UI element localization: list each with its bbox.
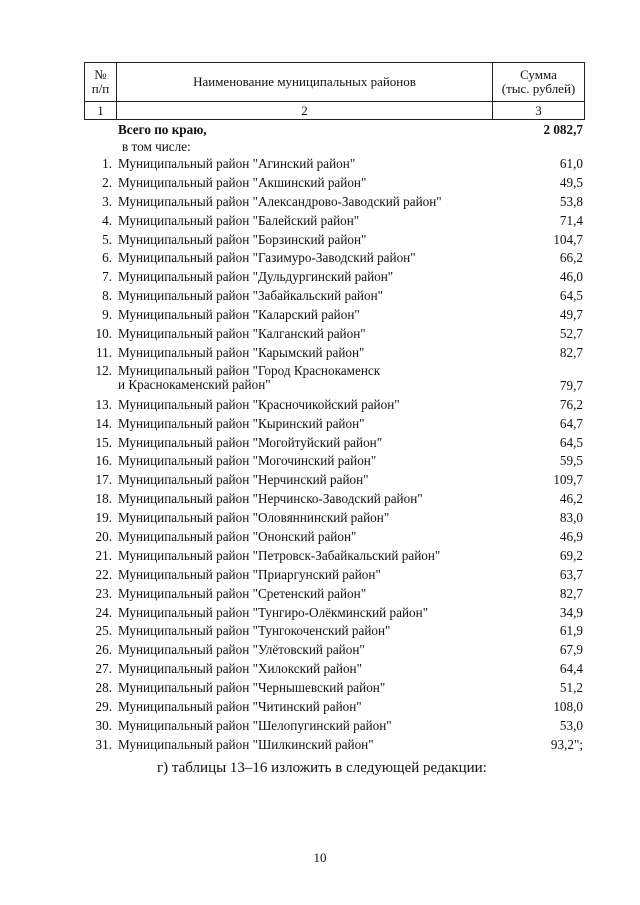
row-sum-value: 51,2	[559, 680, 583, 696]
row-number: 29.	[95, 699, 112, 715]
row-district-name: Муниципальный район "Акшинский район"	[118, 174, 367, 190]
table-row	[0, 585, 640, 604]
row-number: 10.	[95, 326, 112, 342]
row-number: 11.	[96, 344, 112, 360]
row-district-name: Муниципальный район "Сретенский район"	[118, 585, 367, 601]
row-sum-value: 82,7	[559, 585, 583, 601]
row-district-name: Муниципальный район "Газимуро-Заводский район"	[118, 250, 416, 266]
amendment-text: г) таблицы 13–16 изложить в следующей редакции:	[157, 760, 487, 776]
row-district-name: Муниципальный район "Тунгокоченский район"	[118, 623, 391, 639]
row-sum-value: 64,7	[559, 415, 583, 431]
table-row	[0, 660, 640, 679]
row-number: 6.	[102, 250, 112, 266]
row-district-name: Муниципальный район "Александрово-Заводский район"	[118, 193, 442, 209]
including-label: в том числе:	[122, 139, 191, 154]
table-row	[0, 509, 640, 528]
table-row	[0, 396, 640, 415]
row-sum-value: 69,2	[559, 547, 583, 563]
row-sum-value: 59,5	[559, 453, 583, 469]
row-number: 23.	[95, 585, 112, 601]
row-district-name: Муниципальный район "Агинский район"	[118, 156, 356, 171]
table-row	[0, 174, 640, 193]
table-row	[0, 528, 640, 547]
row-sum-value: 71,4	[559, 212, 583, 228]
row-sum-value: 34,9	[559, 604, 583, 620]
row-district-name: Муниципальный район "Борзинский район"	[118, 231, 367, 247]
table-row	[0, 679, 640, 698]
row-sum-value: 67,9	[559, 642, 583, 658]
row-number: 21.	[95, 547, 112, 563]
table-row	[0, 471, 640, 490]
row-district-name: Муниципальный район "Нерчинско-Заводский район"	[118, 491, 423, 507]
table-row	[0, 344, 640, 363]
row-sum-value: 53,8	[559, 193, 583, 209]
table-row	[0, 363, 640, 396]
total-label: Всего по краю,	[118, 122, 207, 137]
table-body	[0, 121, 640, 755]
row-number: 26.	[95, 642, 112, 658]
row-district-name: Муниципальный район "Ононский район"	[118, 529, 357, 545]
table-row	[0, 193, 640, 212]
table-header	[84, 62, 585, 120]
row-number: 20.	[95, 529, 112, 545]
row-number: 15.	[95, 434, 112, 450]
row-number: 28.	[95, 680, 112, 696]
row-district-name: Муниципальный район "Шелопугинский район"	[118, 717, 392, 733]
table-row	[0, 566, 640, 585]
row-number: 25.	[95, 623, 112, 639]
row-district-name: Муниципальный район "Могойтуйский район"	[118, 434, 383, 450]
row-number: 2.	[102, 174, 112, 190]
row-district-name: Муниципальный район "Карымский район"	[118, 344, 365, 360]
row-number: 22.	[95, 566, 112, 582]
row-sum-value: 64,5	[559, 288, 583, 304]
row-district-name: Муниципальный район "Хилокский район"	[118, 661, 362, 677]
row-number: 8.	[102, 288, 112, 304]
row-number: 18.	[95, 491, 112, 507]
table-row	[0, 325, 640, 344]
row-sum-value: 82,7	[559, 344, 583, 360]
row-district-name: Муниципальный район "Город Краснокаменск и Краснокаменский район"	[118, 362, 381, 393]
row-district-name: Муниципальный район "Красночикойский район"	[118, 396, 400, 412]
row-sum-value: 76,2	[559, 396, 583, 412]
row-sum-value: 108,0	[553, 699, 583, 715]
row-number: 3.	[102, 193, 112, 209]
index-cell-3: 3	[535, 102, 542, 118]
table-header-row	[85, 63, 584, 102]
row-district-name: Муниципальный район "Тунгиро-Олёкминский район"	[118, 604, 429, 620]
row-number: 19.	[95, 510, 112, 526]
row-sum-value: 63,7	[559, 566, 583, 582]
index-cell-2: 2	[117, 102, 493, 119]
table-row	[0, 547, 640, 566]
row-sum-value: 46,0	[559, 269, 583, 285]
table-row	[0, 490, 640, 509]
table-row	[0, 452, 640, 471]
table-row	[0, 287, 640, 306]
row-sum-value: 93,2";	[550, 736, 583, 752]
row-district-name: Муниципальный район "Могочинский район"	[118, 453, 377, 469]
table-row	[0, 268, 640, 287]
table-row	[0, 306, 640, 325]
table-row	[0, 604, 640, 623]
row-sum-value: 61,0	[559, 156, 583, 171]
header-sum-cell: Сумма (тыс. рублей)	[501, 67, 576, 96]
page-number: 10	[313, 850, 327, 865]
row-sum-value: 79,7	[559, 377, 583, 393]
row-sum-value: 109,7	[553, 472, 583, 488]
row-district-name: Муниципальный район "Приаргунский район"	[118, 566, 381, 582]
row-sum-value: 104,7	[553, 231, 583, 247]
row-number: 12.	[95, 362, 112, 378]
row-district-name: Муниципальный район "Улётовский район"	[118, 642, 365, 658]
table-row	[0, 736, 640, 755]
row-sum-value: 52,7	[559, 326, 583, 342]
row-district-name: Муниципальный район "Читинский район"	[118, 699, 362, 715]
row-number: 1.	[102, 156, 112, 171]
row-sum-value: 46,9	[559, 529, 583, 545]
row-number: 31.	[95, 736, 112, 752]
row-number: 4.	[102, 212, 112, 228]
header-name-cell: Наименование муниципальных районов	[117, 63, 493, 101]
total-value: 2 082,7	[543, 122, 583, 137]
row-number: 24.	[95, 604, 112, 620]
row-number: 9.	[102, 307, 112, 323]
row-district-name: Муниципальный район "Шилкинский район"	[118, 736, 374, 752]
row-number: 30.	[95, 717, 112, 733]
header-number-cell: № п/п	[85, 63, 117, 101]
row-sum-value: 83,0	[559, 510, 583, 526]
table-index-row	[85, 102, 584, 119]
row-sum-value: 66,2	[559, 250, 583, 266]
including-row	[0, 138, 640, 155]
row-district-name: Муниципальный район "Чернышевский район"	[118, 680, 386, 696]
row-sum-value: 61,9	[559, 623, 583, 639]
row-district-name: Муниципальный район "Оловяннинский район"	[118, 510, 390, 526]
table-row	[0, 155, 640, 174]
row-number: 13.	[95, 396, 112, 412]
table-row	[0, 717, 640, 736]
row-sum-value: 49,5	[559, 174, 583, 190]
total-row	[0, 121, 640, 138]
table-row	[0, 434, 640, 453]
row-district-name: Муниципальный район "Забайкальский район"	[118, 288, 384, 304]
row-sum-value: 53,0	[559, 717, 583, 733]
table-row	[0, 212, 640, 231]
row-district-name: Муниципальный район "Дульдургинский район"	[118, 269, 394, 285]
row-number: 5.	[102, 231, 112, 247]
row-district-name: Муниципальный район "Каларский район"	[118, 307, 360, 323]
row-district-name: Муниципальный район "Кыринский район"	[118, 415, 365, 431]
row-district-name: Муниципальный район "Нерчинский район"	[118, 472, 369, 488]
row-sum-value: 46,2	[559, 491, 583, 507]
index-cell-1: 1	[85, 102, 117, 119]
row-sum-value: 49,7	[559, 307, 583, 323]
table-row	[0, 641, 640, 660]
row-district-name: Муниципальный район "Балейский район"	[118, 212, 360, 228]
row-district-name: Муниципальный район "Калганский район"	[118, 326, 366, 342]
row-number: 27.	[95, 661, 112, 677]
table-row	[0, 622, 640, 641]
table-row	[0, 231, 640, 250]
row-number: 16.	[95, 453, 112, 469]
row-number: 7.	[102, 269, 112, 285]
row-sum-value: 64,5	[559, 434, 583, 450]
row-sum-value: 64,4	[559, 661, 583, 677]
table-row	[0, 415, 640, 434]
table-row	[0, 249, 640, 268]
row-district-name: Муниципальный район "Петровск-Забайкальский район"	[118, 547, 441, 563]
row-number: 14.	[95, 415, 112, 431]
row-number: 17.	[95, 472, 112, 488]
table-row	[0, 698, 640, 717]
